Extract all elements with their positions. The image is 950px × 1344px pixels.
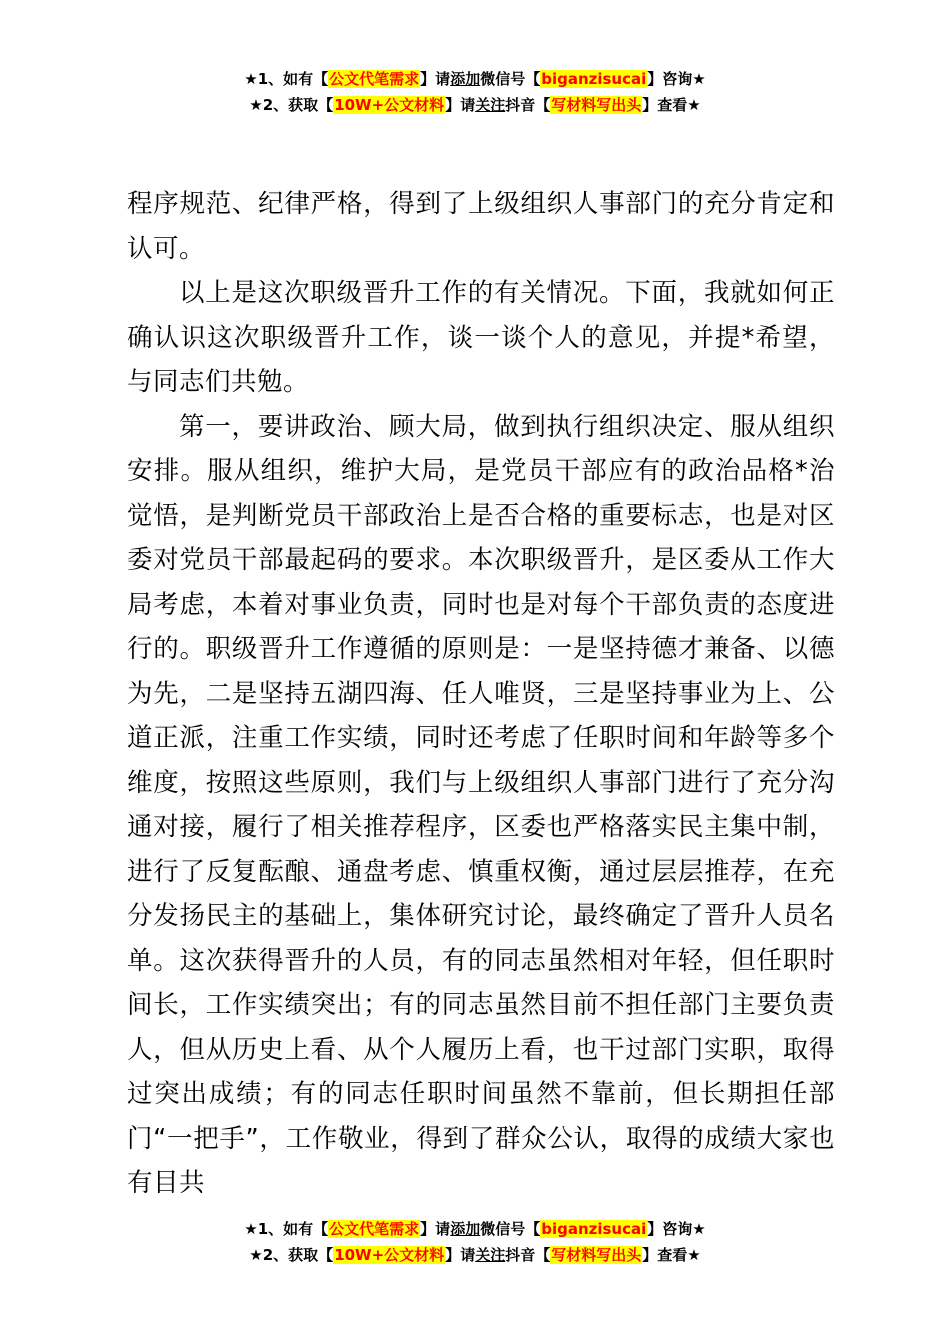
document-body <box>127 182 835 1206</box>
paragraph-3-lead: 第一， <box>179 411 258 442</box>
banner-text: ★2、获取【 <box>249 96 334 114</box>
banner-underline: 关注 <box>475 1246 506 1264</box>
banner-highlight: 10W+公文材料 <box>334 96 445 114</box>
banner-text: 】请 <box>420 70 451 88</box>
banner-line-2 <box>0 92 950 118</box>
header-banner <box>0 66 950 118</box>
banner-text: 】咨询★ <box>647 70 706 88</box>
banner-text: ★1、如有【 <box>244 1220 329 1238</box>
banner-underline: 添加 <box>450 1220 481 1238</box>
banner-text: 抖音【 <box>505 96 551 114</box>
banner-text: 抖音【 <box>505 1246 551 1264</box>
banner-highlight: 10W+公文材料 <box>334 1246 445 1264</box>
banner-line-2 <box>0 1242 950 1268</box>
banner-highlight: biganzisucai <box>541 1220 647 1238</box>
banner-highlight: 公文代笔需求 <box>329 1220 420 1238</box>
banner-text: ★2、获取【 <box>249 1246 334 1264</box>
banner-text: 】咨询★ <box>647 1220 706 1238</box>
banner-highlight: 写材料写出头 <box>551 1246 642 1264</box>
banner-text: 】查看★ <box>642 96 701 114</box>
footer-banner <box>0 1216 950 1268</box>
paragraph-1: 程序规范、纪律严格，得到了上级组织人事部门的充分肯定和认可。 <box>127 189 835 264</box>
paragraph-2: 以上是这次职级晋升工作的有关情况。下面，我就如何正确认识这次职级晋升工作，谈一谈个人的意见，并提*希望，与同志们共勉。 <box>127 278 835 397</box>
banner-text: 微信号【 <box>480 70 541 88</box>
paragraph-3 <box>127 405 835 1206</box>
banner-highlight: 写材料写出头 <box>551 96 642 114</box>
banner-text: 】请 <box>445 96 476 114</box>
banner-highlight: 公文代笔需求 <box>329 70 420 88</box>
banner-line-1 <box>0 1216 950 1242</box>
banner-text: 】请 <box>445 1246 476 1264</box>
paragraph-3-body: 服从组织，维护大局，是党员干部应有的政治品格*治觉悟，是判断党员干部政治上是否合格的重要标志，也是对区委对党员干部最起码的要求。本次职级晋升，是区委从工作大局考虑，本着对事业负责，同时也是对每个干部负责的态度进行的。职级晋升工作遵循的原则是：一是坚持德才兼备、以德为先，二是坚持五湖四海、任人唯贤，三是坚持事业为上、公道正派，注重工作实绩，同时还考虑了任职时间和年龄等多个维度，按照这些原则，我们与上级组织人事部门进行了充分沟通对接，履行了相关推荐程序，区委也严格落实民主集中制，进行了反复酝酿、通盘考虑、慎重权衡，通过层层推荐，在充分发扬民主的基础上，集体研究讨论，最终确定了晋升人员名单。这次获得晋升的人员，有的同志虽然相对年轻，但任职时间长，工作实绩突出；有的同志虽然目前不担任部门主要负责人，但从历史上看、从个人履历上看，也干过部门实职，取得过突出成绩；有的同志任职时间虽然不靠前，但长期担任部门“一把手”，工作敬业，得到了群众公认，取得的成绩大家也有目共 <box>127 456 835 1198</box>
banner-text: 】查看★ <box>642 1246 701 1264</box>
banner-highlight: biganzisucai <box>541 70 647 88</box>
banner-text: 】请 <box>420 1220 451 1238</box>
banner-line-1 <box>0 66 950 92</box>
banner-text: 微信号【 <box>480 1220 541 1238</box>
banner-underline: 关注 <box>475 96 506 114</box>
paragraph-3-heading: 要讲政治、顾大局，做到执行组织决定、服从组织安排。 <box>127 411 835 486</box>
banner-text: ★1、如有【 <box>244 70 329 88</box>
banner-underline: 添加 <box>450 70 481 88</box>
